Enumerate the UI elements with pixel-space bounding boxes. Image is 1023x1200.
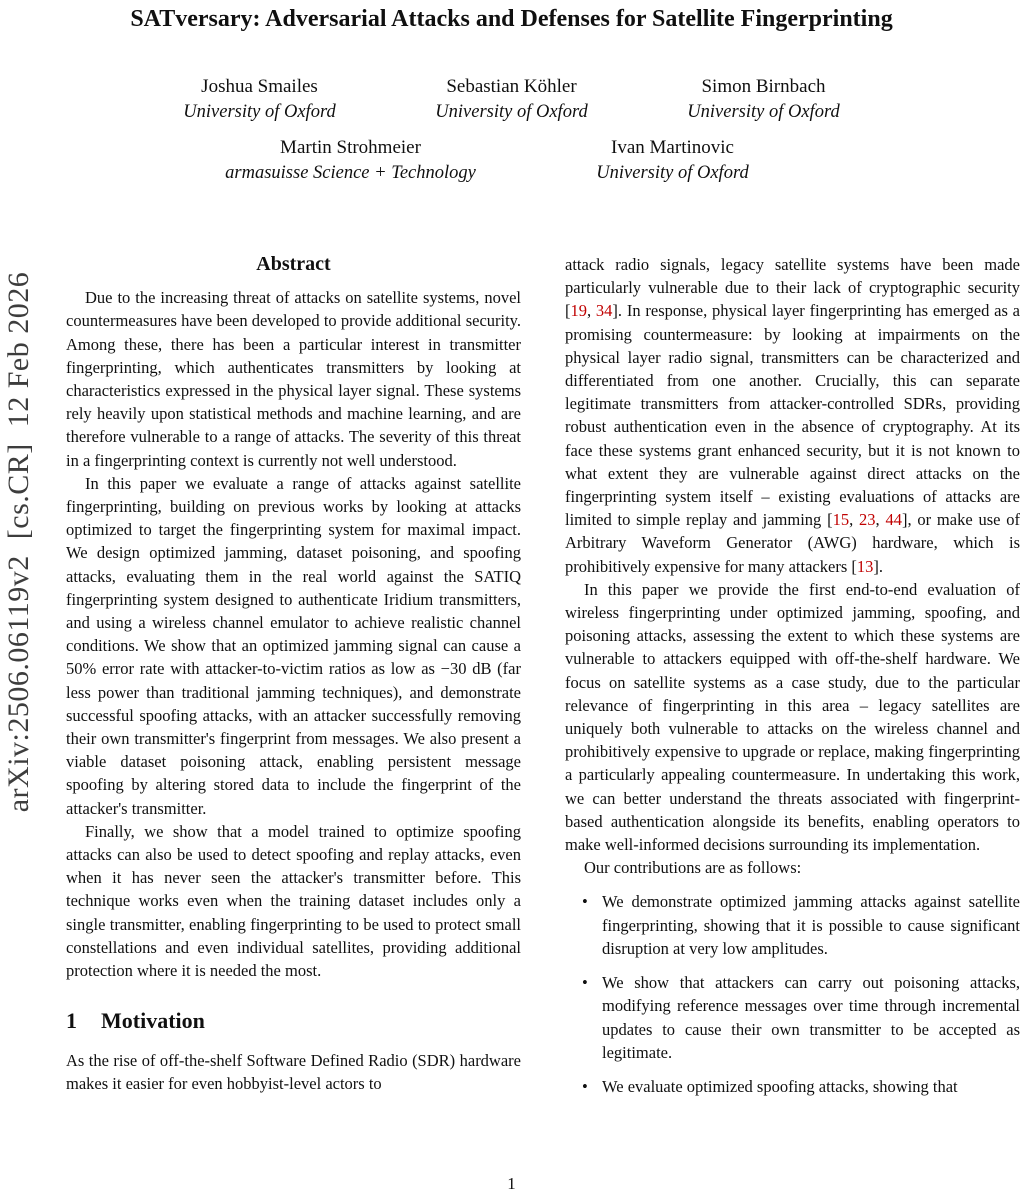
bullet-icon: •	[582, 973, 588, 993]
author-affiliation: armasuisse Science + Technology	[225, 163, 476, 183]
author-simon-birnbach	[638, 76, 890, 123]
author-joshua-smailes	[134, 76, 386, 123]
abstract-paragraph-1: Due to the increasing threat of attacks on satellite systems, novel countermeasures have been developed to provide additional security. Among these, there has been a particular interest in transmitter fingerprinting, which authenticates transmitters by looking at characteristics expressed in the physical layer signal. These systems rely heavily upon statistical methods and machine learning, and are therefore vulnerable to a range of attacks. The severity of this threat in a fingerprinting context is currently not well understood.	[66, 288, 521, 470]
citation-link[interactable]: 13	[856, 556, 874, 576]
citation-link[interactable]: 23	[859, 510, 876, 530]
author-ivan-martinovic	[512, 137, 834, 184]
author-name: Sebastian Köhler	[446, 76, 577, 97]
section-heading-motivation	[66, 1009, 521, 1032]
author-martin-strohmeier	[190, 137, 512, 184]
author-affiliation: University of Oxford	[435, 102, 588, 122]
contributions-intro: Our contributions are as follows:	[584, 858, 802, 878]
section-number: 1	[66, 1008, 77, 1034]
body-paragraph-2: In this paper we provide the first end-to-end evaluation of wireless fingerprinting under optimized jamming, spoofing, and poisoning attacks, assessing the extent to which these systems are vulnerable to attackers equipped with off-the-shelf hardware. We focus on satellite systems as a case study, due to the particular relevance of fingerprinting in this area – legacy satellites are uniquely both vulnerable to attacks on the wireless channel and prohibitively expensive to upgrade or replace, making fingerprinting a particularly appealing countermeasure. In undertaking this work, we can better understand the threats associated with fingerprint-based authentication alongside its benefits, enabling operators to make well-informed decisions surrounding its implementation.	[565, 579, 1020, 855]
author-sebastian-kohler	[386, 76, 638, 123]
author-block	[0, 76, 1023, 184]
contribution-item-3	[565, 1075, 1020, 1098]
contribution-item-1	[565, 890, 1020, 960]
citation-link[interactable]: 15	[832, 510, 850, 530]
abstract-heading: Abstract	[256, 253, 331, 275]
arxiv-stamp: arXiv:2506.06119v2 [cs.CR] 12 Feb 2026	[2, 271, 35, 813]
citation-link[interactable]: 19	[570, 301, 587, 321]
citation-link[interactable]: 34	[595, 301, 613, 321]
author-affiliation: University of Oxford	[596, 163, 749, 183]
left-column	[66, 253, 521, 1098]
author-affiliation: University of Oxford	[687, 102, 840, 122]
contribution-text: We demonstrate optimized jamming attacks against satellite fingerprinting, showing that it is possible to cause significant disruption at very low amplitudes.	[602, 892, 1020, 958]
section-title: Motivation	[101, 1008, 205, 1034]
authors-row-2	[0, 137, 1023, 184]
section1-paragraph-1: As the rise of off-the-shelf Software Defined Radio (SDR) hardware makes it easier for even hobbyist-level actors to	[66, 1050, 521, 1093]
authors-row-1	[0, 76, 1023, 123]
author-name: Ivan Martinovic	[611, 137, 734, 158]
author-name: Simon Birnbach	[701, 76, 826, 97]
right-column	[565, 253, 1020, 1098]
author-name: Martin Strohmeier	[280, 137, 421, 158]
two-column-body	[66, 253, 1020, 1098]
author-name: Joshua Smailes	[201, 76, 318, 97]
contribution-text: We show that attackers can carry out poisoning attacks, modifying reference messages over time through incremental updates to cause their own transmitter to be accepted as legitimate.	[602, 973, 1020, 1062]
abstract-paragraph-2: In this paper we evaluate a range of attacks against satellite fingerprinting, building on previous works by looking at attacks optimized to target the fingerprinting system for maximal impact. We design optimized jamming, dataset poisoning, and spoofing attacks, evaluating them in the real world against the SATIQ fingerprinting system designed to authenticate Iridium transmitters, and using a wireless channel emulator to achieve realistic channel conditions. We show that an optimized jamming signal can cause a 50% error rate with attacker-to-victim ratios as low as −30 dB (far less power than traditional jamming techniques), and demonstrate successful spoofing attacks, with an attacker successfully removing their own transmitter's fingerprint from messages. We also present a viable dataset poisoning attack, enabling persistent message spoofing by altering stored data to include the fingerprint of the attacker's transmitter.	[66, 473, 521, 818]
contribution-text: We evaluate optimized spoofing attacks, showing that	[602, 1076, 958, 1096]
page-number: 1	[507, 1174, 516, 1193]
bullet-icon: •	[582, 892, 588, 912]
contribution-item-2	[565, 971, 1020, 1064]
body-paragraph-continuation: attack radio signals, legacy satellite systems have been made particularly vulnerable due to their lack of cryptographic security [19, 34]. In response, physical layer fingerprinting has emerged as a promising countermeasure: by looking at impairments on the physical layer radio signal, transmitters can be characterized and differentiated from one another. Crucially, this can separate legitimate transmitters from attacker-controlled SDRs, providing robust authentication even in the absence of cryptography. At its face these systems grant enhanced security, but it is not known to what extent they are vulnerable against direct attacks on the fingerprinting system itself – existing evaluations of attacks are limited to simple replay and jamming [15, 23, 44], or make use of Arbitrary Waveform Generator (AWG) hardware, which is prohibitively expensive for many attackers [13].	[565, 255, 1021, 576]
author-affiliation: University of Oxford	[183, 102, 336, 122]
bullet-icon: •	[582, 1076, 588, 1096]
abstract-paragraph-3: Finally, we show that a model trained to optimize spoofing attacks can also be used to detect spoofing and replay attacks, even when it has never seen the attacker's transmitter before. This technique works even when the training dataset includes only a single transmitter, enabling fingerprinting to be used to protect small constellations and even individual satellites, providing additional protection where it is needed the most.	[66, 821, 521, 981]
paper-title: SATversary: Adversarial Attacks and Defenses for Satellite Fingerprinting	[130, 6, 893, 32]
citation-link[interactable]: 44	[885, 510, 902, 530]
